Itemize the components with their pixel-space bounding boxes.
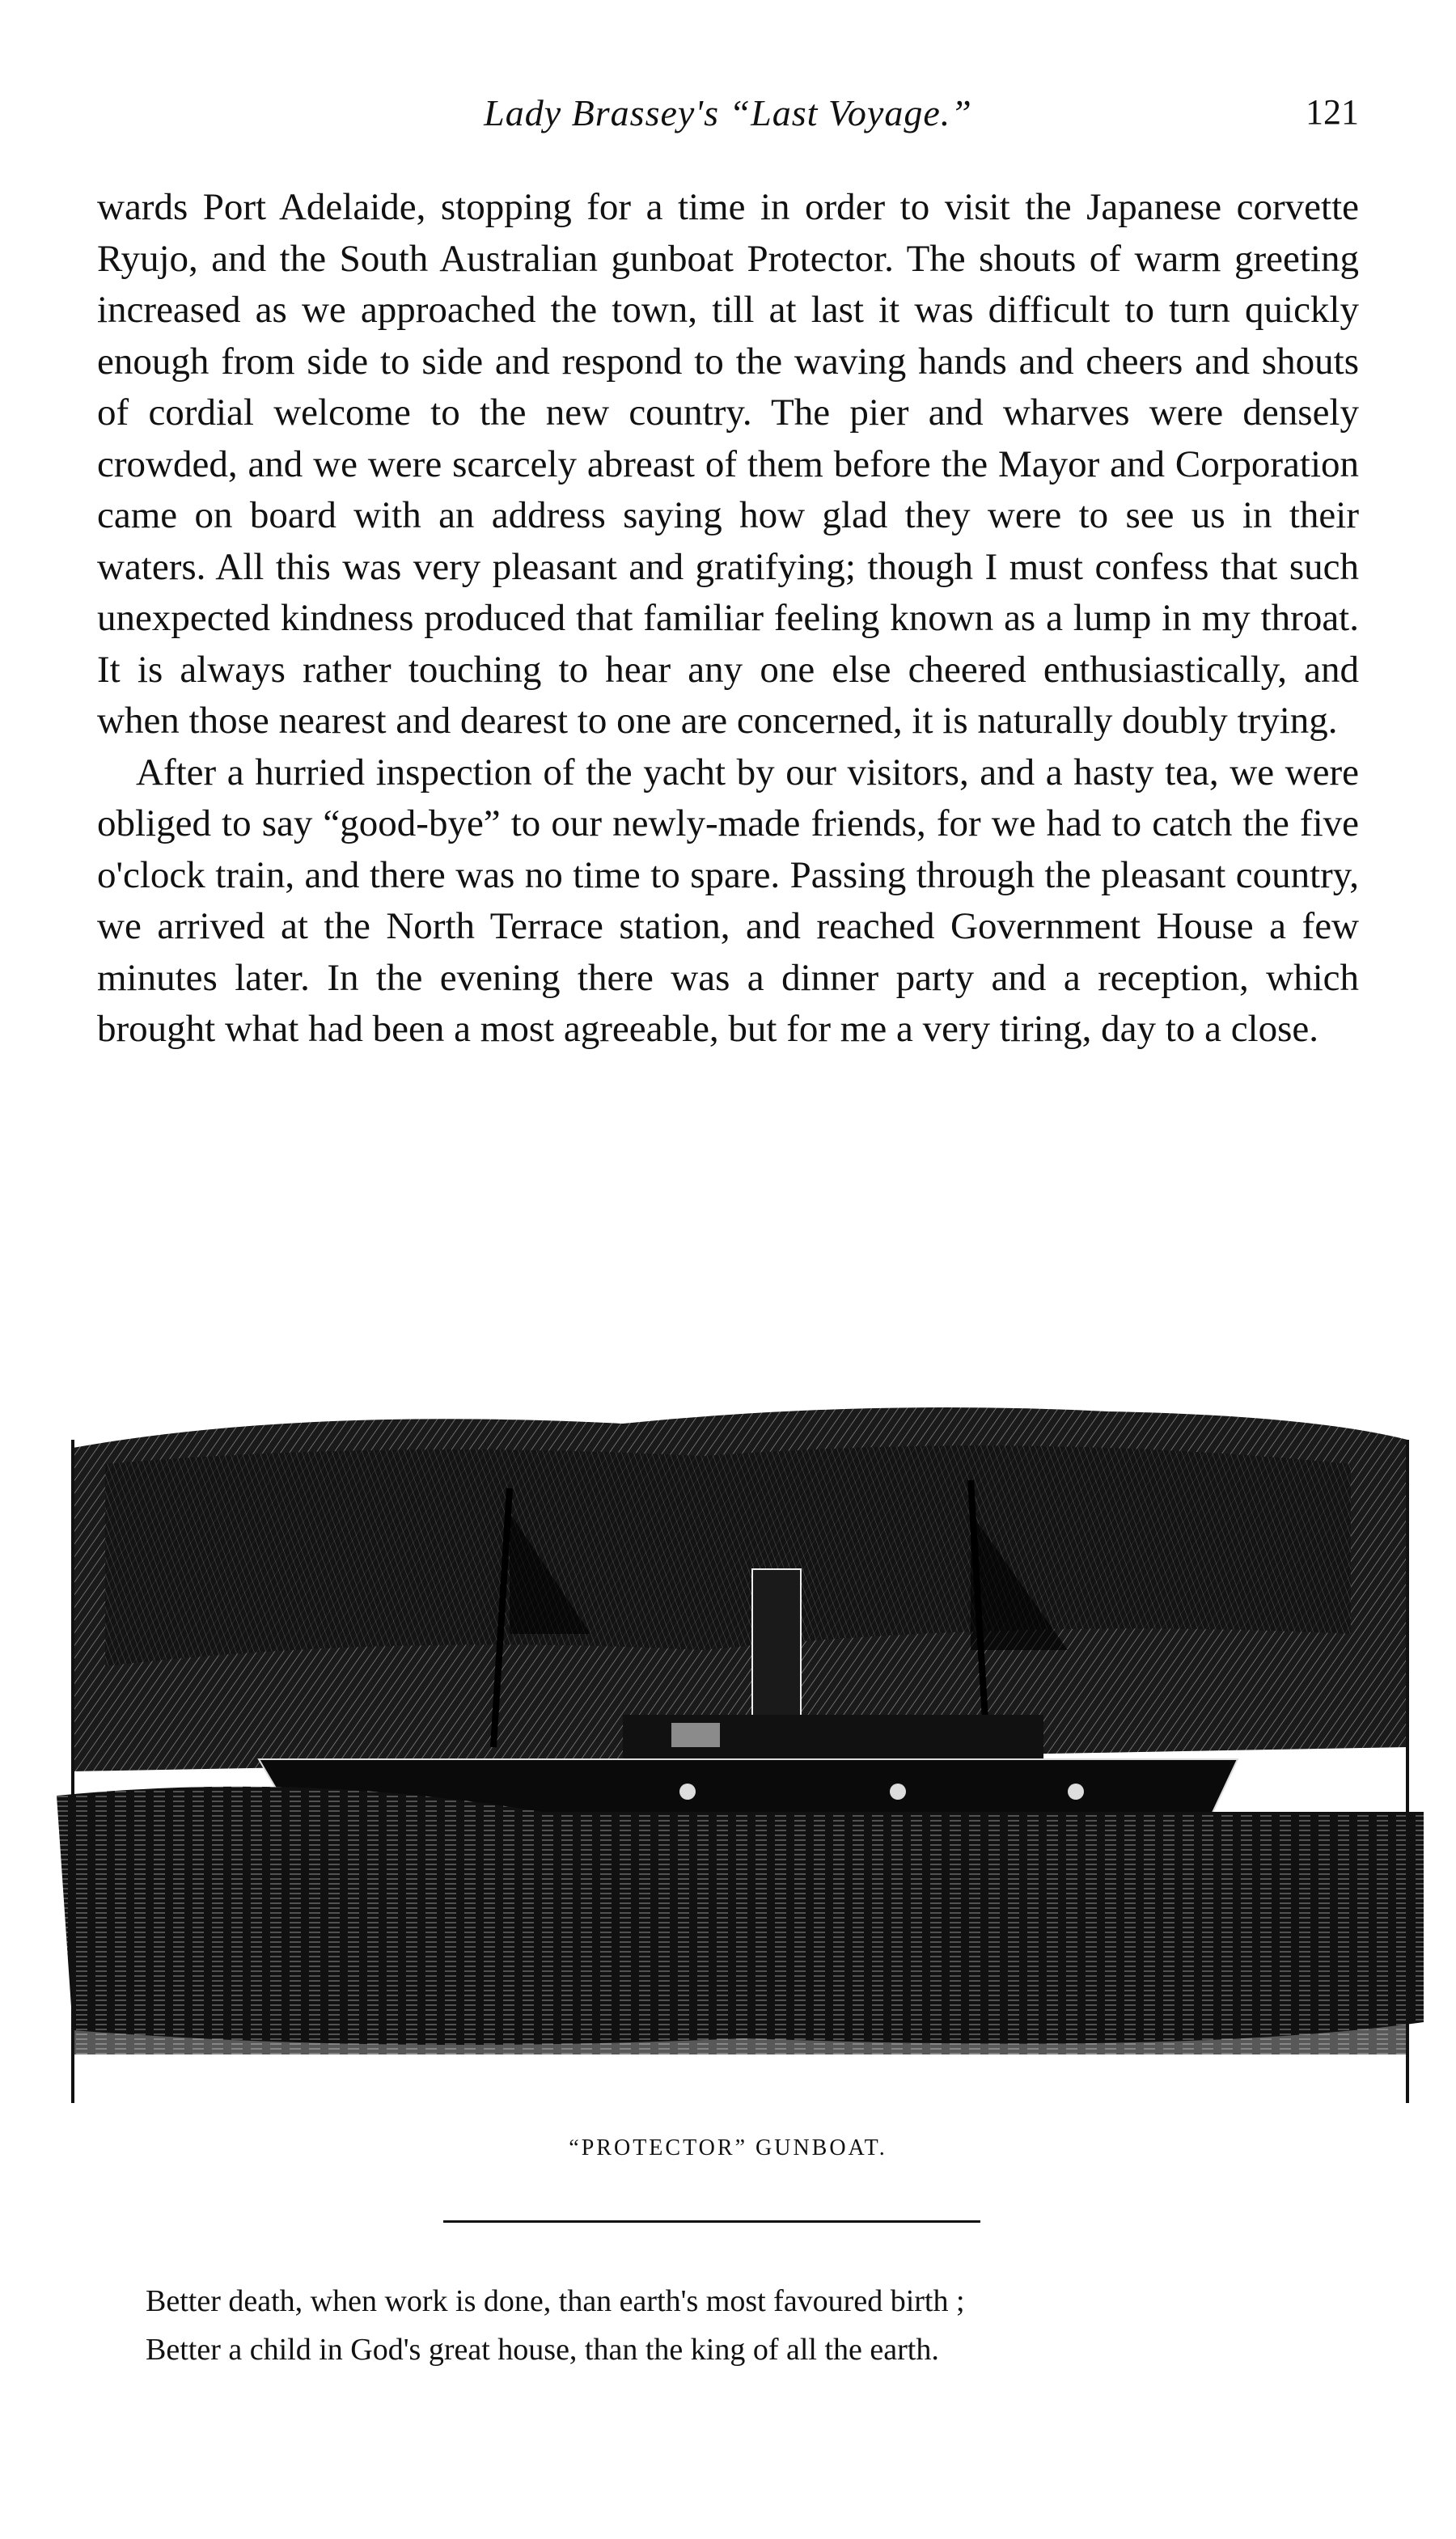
- running-title: Lady Brassey's “Last Voyage.”: [484, 92, 972, 133]
- body-text: [97, 182, 1359, 1056]
- paragraph: After a hurried inspection of the yacht by our visitors, and a hasty tea, we were obliged to say “good-bye” to our newly-made friends, for we had to catch the five o'clock train, and there was no time to spare. Passing through the pleasant country, we arrived at the North Terrace station, and reached Government House a few minutes later. In the evening there was a dinner party and a reception, which brought what had been a most agreeable, but for me a very tiring, day to a close.: [97, 751, 1359, 1050]
- divider-rule: [443, 2220, 980, 2223]
- engraving-illustration: [57, 1391, 1424, 2119]
- page-number: 121: [1306, 92, 1359, 132]
- paragraph: wards Port Adelaide, stopping for a time in order to visit the Japanese corvette Ryujo, and the South Australian gunboat Protector. The shouts of warm greeting increased as we approached the town, till at last it was difficult to turn quickly enough from side to side and respond to the waving hands and cheers and shouts of cordial welcome to the new country. The pier and wharves were densely crowded, and we were scarcely abreast of them before the Mayor and Corporation came on board with an address saying how glad they were to see us in their waters. All this was very pleasant and gratifying; though I must confess that such unexpected kindness produced that familiar feeling known as a lump in my throat. It is always rather touching to hear any one else cheered enthusiastically, and when those nearest and dearest to one are concerned, it is naturally doubly trying.: [97, 186, 1359, 742]
- page-header: [97, 85, 1359, 142]
- gunboat-engraving: [57, 1391, 1424, 2119]
- verse-line: Better a child in God's great house, than the king of all the earth.: [146, 2333, 939, 2367]
- figure-caption: “PROTECTOR” GUNBOAT.: [569, 2135, 887, 2160]
- verse-line: Better death, when work is done, than earth's most favoured birth ;: [146, 2284, 965, 2318]
- closing-verse: [146, 2277, 1359, 2374]
